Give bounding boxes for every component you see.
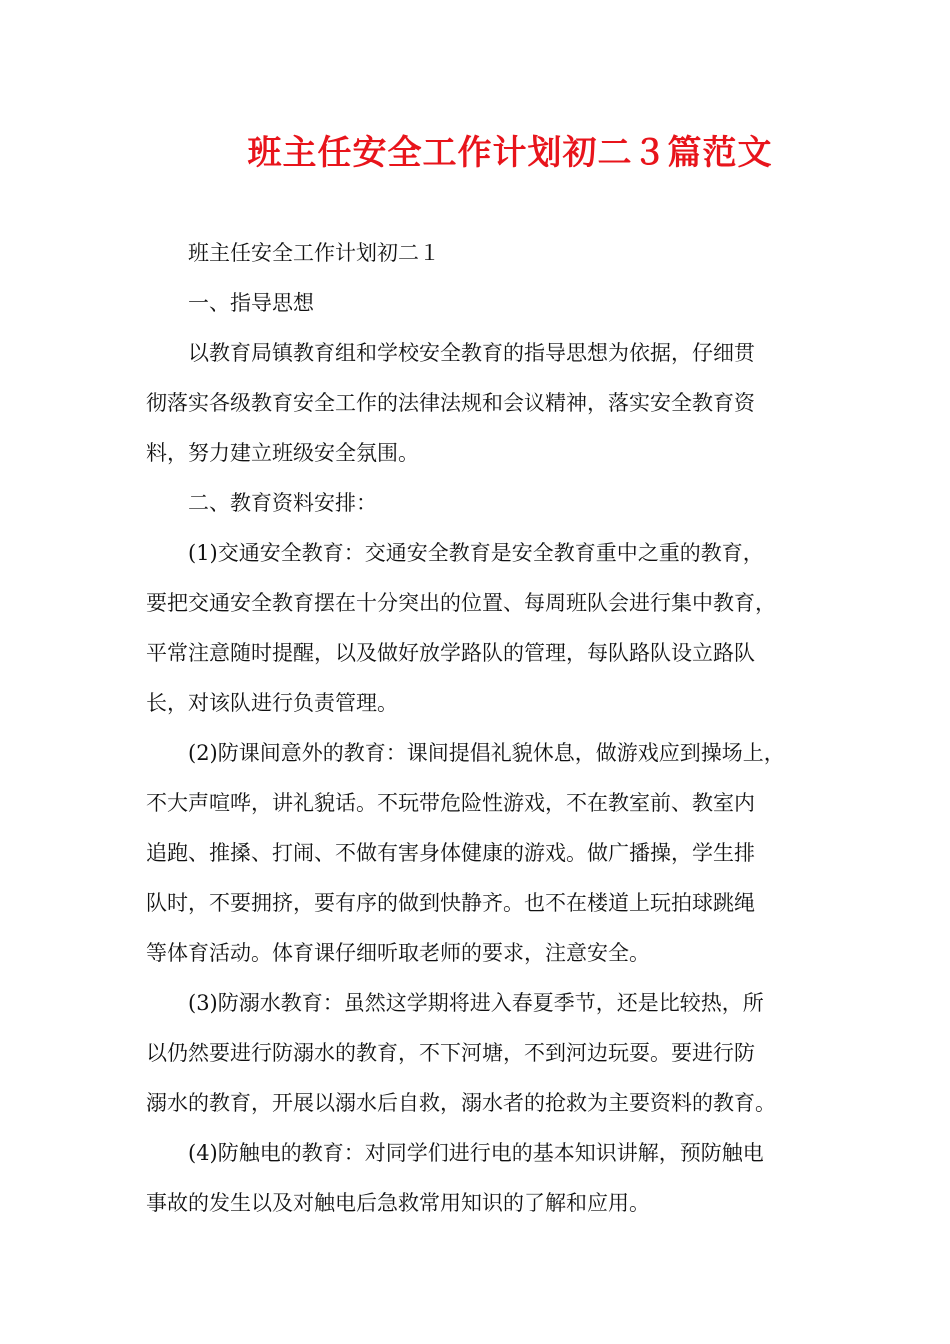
text-line: (1)交通安全教育：交通安全教育是安全教育重中之重的教育，	[188, 541, 764, 565]
paragraph	[146, 978, 826, 1128]
text-line: 以教育局镇教育组和学校安全教育的指导思想为依据，仔细贯	[188, 341, 755, 365]
text-line: 以仍然要进行防溺水的教育，不下河塘，不到河边玩耍。要进行防	[146, 1041, 755, 1065]
text-line: (4)防触电的教育：对同学们进行电的基本知识讲解，预防触电	[188, 1141, 764, 1165]
text-line: 队时，不要拥挤，要有序的做到快静齐。也不在楼道上玩拍球跳绳	[146, 891, 755, 915]
text-line: 一、指导思想	[188, 291, 314, 315]
document-title: 班主任安全工作计划初二３篇范文	[247, 133, 773, 173]
text-line: 班主任安全工作计划初二１	[188, 241, 440, 265]
text-line: 料，努力建立班级安全氛围。	[146, 441, 419, 465]
paragraph	[146, 278, 826, 328]
paragraph	[146, 528, 826, 728]
text-line: 长，对该队进行负责管理。	[146, 691, 398, 715]
text-line: 事故的发生以及对触电后急救常用知识的了解和应用。	[146, 1191, 650, 1215]
text-line: 不大声喧哗，讲礼貌话。不玩带危险性游戏，不在教室前、教室内	[146, 791, 755, 815]
paragraph	[146, 1128, 826, 1228]
paragraph	[146, 478, 826, 528]
document-body	[146, 228, 826, 1228]
paragraph	[146, 728, 826, 978]
text-line: 溺水的教育，开展以溺水后自救，溺水者的抢救为主要资料的教育。	[146, 1091, 776, 1115]
text-line: 要把交通安全教育摆在十分突出的位置、每周班队会进行集中教育，	[146, 591, 776, 615]
paragraph	[146, 328, 826, 478]
paragraph	[146, 228, 826, 278]
text-line: 彻落实各级教育安全工作的法律法规和会议精神，落实安全教育资	[146, 391, 755, 415]
text-line: (3)防溺水教育：虽然这学期将进入春夏季节，还是比较热，所	[188, 991, 764, 1015]
text-line: 平常注意随时提醒，以及做好放学路队的管理，每队路队设立路队	[146, 641, 755, 665]
text-line: 二、教育资料安排：	[188, 491, 377, 515]
text-line: 追跑、推搡、打闹、不做有害身体健康的游戏。做广播操，学生排	[146, 841, 755, 865]
text-line: (2)防课间意外的教育：课间提倡礼貌休息，做游戏应到操场上，	[188, 741, 785, 765]
text-line: 等体育活动。体育课仔细听取老师的要求，注意安全。	[146, 941, 650, 965]
